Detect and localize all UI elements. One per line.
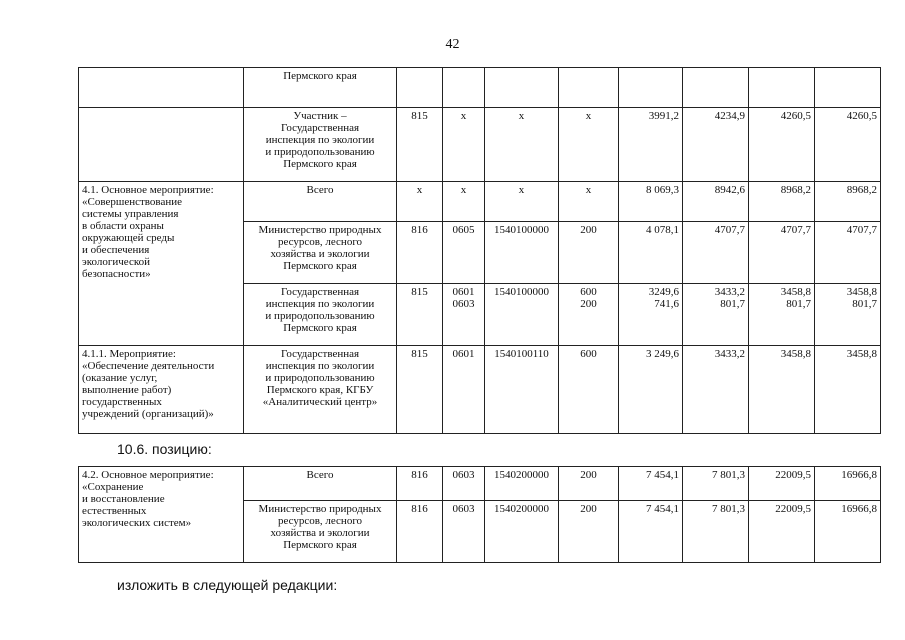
cell-line: и природопользованию	[265, 310, 375, 322]
cell-line: x	[585, 184, 592, 196]
cell-line: 1540200000	[494, 503, 549, 515]
cell-line: 815	[411, 348, 428, 360]
cell-line: 816	[411, 469, 428, 481]
cell-line: экологической	[82, 256, 150, 268]
cell-line: 4707,7	[846, 224, 877, 236]
cell-amount-year3	[749, 182, 815, 222]
cell-amount-year2	[683, 222, 749, 284]
cell-admin-code	[397, 182, 443, 222]
cell-line: Всего	[306, 469, 334, 481]
cell-amount-year4	[815, 182, 881, 222]
cell-line: 4707,7	[780, 224, 811, 236]
cell-line: государственных	[82, 396, 162, 408]
cell-line: x	[460, 110, 467, 122]
cell-line: 0601	[452, 286, 475, 298]
page-number: 42	[445, 37, 460, 52]
cell-line: Государственная	[280, 286, 360, 298]
cell-target-code	[485, 346, 559, 434]
cell-line: 1540100000	[494, 286, 549, 298]
cell-amount-year2	[683, 501, 749, 563]
cell-line: 3458,8	[780, 286, 811, 298]
cell-line: 3433,2	[714, 348, 745, 360]
cell-amount-year2	[683, 108, 749, 182]
cell-amount-year4	[815, 467, 881, 501]
cell-expense-type	[559, 346, 619, 434]
cell-amount-year2	[683, 182, 749, 222]
cell-line: 1540200000	[494, 469, 549, 481]
cell-line: в области охраны	[82, 220, 164, 232]
cell-line: 22009,5	[775, 503, 811, 515]
cell-line: 8968,2	[846, 184, 877, 196]
cell-admin-code	[397, 346, 443, 434]
cell-section-code	[443, 346, 485, 434]
cell-line: Пермского края	[283, 158, 357, 170]
cell-amount-year1	[619, 284, 683, 346]
cell-line: 4 078,1	[646, 224, 679, 236]
cell-line: Всего	[306, 184, 334, 196]
cell-line: Государственная	[280, 348, 360, 360]
cell-line: Министерство природных	[258, 503, 382, 515]
cell-admin-code	[397, 68, 443, 108]
cell-executor	[244, 182, 397, 222]
cell-amount-year1	[619, 68, 683, 108]
table-row	[79, 108, 881, 182]
cell-line: 600	[580, 286, 597, 298]
cell-line: «Аналитический центр»	[262, 396, 378, 408]
cell-description	[79, 346, 244, 434]
cell-admin-code	[397, 108, 443, 182]
cell-expense-type	[559, 68, 619, 108]
cell-line: 3458,8	[846, 286, 877, 298]
cell-executor	[244, 68, 397, 108]
cell-line: 4260,5	[846, 110, 877, 122]
cell-amount-year1	[619, 501, 683, 563]
cell-line: естественных	[82, 505, 147, 517]
cell-expense-type	[559, 467, 619, 501]
cell-line: выполнение работ)	[82, 384, 172, 396]
cell-line: 3433,2	[714, 286, 745, 298]
budget-table-current	[78, 67, 881, 434]
cell-target-code	[485, 182, 559, 222]
cell-amount-year2	[683, 68, 749, 108]
cell-amount-year3	[749, 284, 815, 346]
cell-amount-year1	[619, 108, 683, 182]
cell-line: хозяйства и экологии	[270, 248, 370, 260]
cell-executor	[244, 284, 397, 346]
cell-line: 3991,2	[648, 110, 679, 122]
edit-instruction: изложить в следующей редакции:	[117, 577, 338, 593]
cell-line: 801,7	[786, 298, 811, 310]
cell-line: x	[460, 184, 467, 196]
cell-amount-year3	[749, 68, 815, 108]
cell-line: 816	[411, 503, 428, 515]
cell-line: 200	[580, 469, 597, 481]
cell-amount-year3	[749, 467, 815, 501]
cell-line: x	[518, 110, 525, 122]
cell-target-code	[485, 284, 559, 346]
cell-line: 22009,5	[775, 469, 811, 481]
cell-line: 4.2. Основное мероприятие:	[82, 469, 214, 481]
cell-line: 200	[580, 503, 597, 515]
cell-executor	[244, 346, 397, 434]
cell-line: 741,6	[654, 298, 679, 310]
cell-section-code	[443, 108, 485, 182]
cell-line: 3249,6	[648, 286, 679, 298]
cell-line: экологических систем»	[82, 517, 192, 529]
cell-line: системы управления	[82, 208, 179, 220]
cell-target-code	[485, 501, 559, 563]
cell-line: и восстановление	[82, 493, 165, 505]
cell-line: 16966,8	[841, 469, 877, 481]
cell-line: 3458,8	[780, 348, 811, 360]
cell-line: 3458,8	[846, 348, 877, 360]
cell-target-code	[485, 467, 559, 501]
cell-line: Министерство природных	[258, 224, 382, 236]
cell-admin-code	[397, 501, 443, 563]
cell-amount-year2	[683, 467, 749, 501]
table-row	[79, 182, 881, 222]
cell-line: и обеспечения	[82, 244, 150, 256]
cell-amount-year4	[815, 68, 881, 108]
cell-line: «Обеспечение деятельности	[82, 360, 215, 372]
cell-line: 1540100000	[494, 224, 549, 236]
cell-line: 7 801,3	[712, 469, 745, 481]
cell-section-code	[443, 182, 485, 222]
cell-executor	[244, 108, 397, 182]
cell-line: 7 801,3	[712, 503, 745, 515]
cell-line: 7 454,1	[646, 469, 679, 481]
cell-section-code	[443, 501, 485, 563]
cell-line: Пермского края, КГБУ	[266, 384, 374, 396]
cell-expense-type	[559, 284, 619, 346]
position-caption: 10.6. позицию:	[117, 441, 212, 457]
cell-admin-code	[397, 222, 443, 284]
cell-line: окружающей среды	[82, 232, 175, 244]
cell-line: 600	[580, 348, 597, 360]
cell-expense-type	[559, 108, 619, 182]
cell-line: «Сохранение	[82, 481, 144, 493]
cell-amount-year2	[683, 346, 749, 434]
cell-line: и природопользованию	[265, 372, 375, 384]
budget-table-position	[78, 466, 881, 563]
cell-amount-year4	[815, 501, 881, 563]
cell-amount-year1	[619, 346, 683, 434]
cell-section-code	[443, 68, 485, 108]
cell-expense-type	[559, 222, 619, 284]
cell-admin-code	[397, 467, 443, 501]
cell-line: ресурсов, лесного	[277, 515, 363, 527]
cell-executor	[244, 501, 397, 563]
cell-line: 0603	[452, 503, 475, 515]
cell-section-code	[443, 222, 485, 284]
cell-amount-year1	[619, 182, 683, 222]
cell-line: 801,7	[852, 298, 877, 310]
table-row	[79, 68, 881, 108]
cell-amount-year4	[815, 222, 881, 284]
cell-line: 200	[580, 298, 597, 310]
cell-line: 816	[411, 224, 428, 236]
cell-line: Государственная	[280, 122, 360, 134]
cell-line: (оказание услуг,	[82, 372, 158, 384]
cell-line: Пермского края	[283, 322, 357, 334]
cell-admin-code	[397, 284, 443, 346]
cell-line: 4234,9	[714, 110, 745, 122]
cell-description	[79, 108, 244, 182]
cell-line: 815	[411, 286, 428, 298]
cell-line: Участник –	[293, 110, 347, 122]
cell-line: 4707,7	[714, 224, 745, 236]
cell-line: 4.1.1. Мероприятие:	[82, 348, 176, 360]
cell-line: Пермского края	[283, 539, 357, 551]
cell-line: 0601	[452, 348, 475, 360]
cell-description	[79, 182, 244, 346]
cell-line: инспекция по экологии	[265, 134, 375, 146]
cell-line: учреждений (организаций)»	[82, 408, 214, 420]
cell-line: безопасности»	[82, 268, 151, 280]
cell-line: 1540100110	[494, 348, 549, 360]
cell-amount-year3	[749, 108, 815, 182]
cell-target-code	[485, 108, 559, 182]
cell-line: 801,7	[720, 298, 745, 310]
cell-line: x	[518, 184, 525, 196]
cell-section-code	[443, 284, 485, 346]
cell-line: 0605	[452, 224, 475, 236]
table-row	[79, 346, 881, 434]
cell-line: 8942,6	[714, 184, 745, 196]
cell-line: 815	[411, 110, 428, 122]
cell-line: инспекция по экологии	[265, 360, 375, 372]
cell-line: ресурсов, лесного	[277, 236, 363, 248]
cell-description	[79, 68, 244, 108]
cell-line: хозяйства и экологии	[270, 527, 370, 539]
cell-line: 16966,8	[841, 503, 877, 515]
table-row	[79, 467, 881, 501]
cell-line: x	[585, 110, 592, 122]
cell-line: 7 454,1	[646, 503, 679, 515]
cell-executor	[244, 222, 397, 284]
cell-amount-year3	[749, 501, 815, 563]
cell-line: Пермского края	[283, 70, 357, 82]
cell-target-code	[485, 68, 559, 108]
cell-line: 4260,5	[780, 110, 811, 122]
cell-expense-type	[559, 501, 619, 563]
cell-target-code	[485, 222, 559, 284]
cell-line: Пермского края	[283, 260, 357, 272]
cell-description	[79, 467, 244, 563]
cell-amount-year4	[815, 108, 881, 182]
cell-amount-year1	[619, 467, 683, 501]
cell-amount-year3	[749, 346, 815, 434]
cell-amount-year4	[815, 284, 881, 346]
cell-amount-year1	[619, 222, 683, 284]
cell-amount-year4	[815, 346, 881, 434]
cell-line: и природопользованию	[265, 146, 375, 158]
cell-line: 200	[580, 224, 597, 236]
cell-expense-type	[559, 182, 619, 222]
cell-line: инспекция по экологии	[265, 298, 375, 310]
cell-line: «Совершенствование	[82, 196, 182, 208]
cell-line: 4.1. Основное мероприятие:	[82, 184, 214, 196]
cell-section-code	[443, 467, 485, 501]
cell-amount-year3	[749, 222, 815, 284]
cell-line: 3 249,6	[646, 348, 679, 360]
cell-line: 0603	[452, 298, 475, 310]
cell-line: 8968,2	[780, 184, 811, 196]
cell-line: x	[416, 184, 423, 196]
cell-executor	[244, 467, 397, 501]
cell-line: 8 069,3	[646, 184, 679, 196]
cell-amount-year2	[683, 284, 749, 346]
cell-line: 0603	[452, 469, 475, 481]
